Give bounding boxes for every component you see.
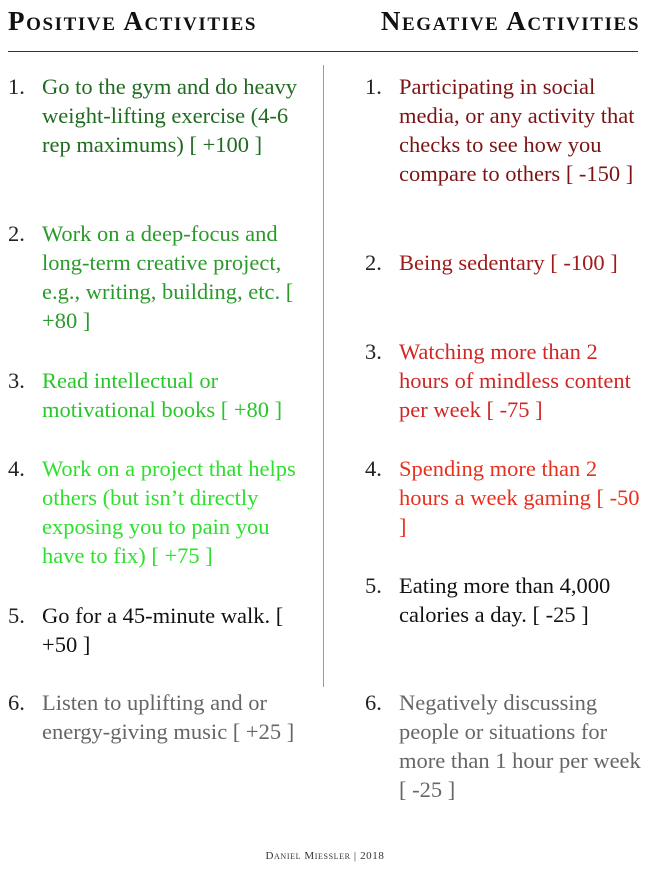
item-number: 2.: [365, 250, 382, 275]
item-text: Listen to uplifting and or energy-giving music [ +25 ]: [42, 690, 295, 744]
item-number: 1.: [8, 74, 25, 99]
item-text: Being sedentary [ -100 ]: [399, 250, 618, 275]
item-number: 5.: [8, 603, 25, 628]
item-number: 3.: [8, 368, 25, 393]
item-text: Work on a deep-focus and long-term creative project, e.g., writing, building, etc. [ +80 ]: [42, 221, 294, 333]
footer-author: Daniel Miessler: [265, 850, 351, 862]
item-text: Spending more than 2 hours a week gaming [ -50 ]: [399, 456, 640, 539]
footer-credit: [0, 850, 650, 862]
item-number: 6.: [365, 690, 382, 715]
footer-separator: |: [353, 850, 357, 862]
item-number: 4.: [8, 456, 25, 481]
item-number: 2.: [8, 221, 25, 246]
item-text: Watching more than 2 hours of mindless content per week [ -75 ]: [399, 339, 631, 422]
column-divider: [323, 65, 324, 687]
item-number: 4.: [365, 456, 382, 481]
item-number: 3.: [365, 339, 382, 364]
item-text: Participating in social media, or any activity that checks to see how you compare to others [ -150 ]: [399, 74, 635, 186]
footer-year: 2018: [360, 850, 385, 862]
item-text: Go for a 45-minute walk. [ +50 ]: [42, 603, 284, 657]
item-text: Work on a project that helps others (but isn’t directly exposing you to pain you have to fix) [ +75 ]: [42, 456, 296, 568]
item-number: 6.: [8, 690, 25, 715]
negative-activities-heading: Negative Activities: [380, 6, 640, 36]
item-number: 1.: [365, 74, 382, 99]
positive-activities-heading: Positive Activities: [8, 6, 258, 36]
item-text: Eating more than 4,000 calories a day. [ -25 ]: [399, 573, 611, 627]
item-text: Go to the gym and do heavy weight-lifting exercise (4-6 rep maximums) [ +100 ]: [42, 74, 297, 157]
item-number: 5.: [365, 573, 382, 598]
item-text: Read intellectual or motivational books [ +80 ]: [42, 368, 283, 422]
item-text: Negatively discussing people or situations for more than 1 hour per week [ -25 ]: [399, 690, 641, 802]
header-rule: [8, 51, 638, 52]
